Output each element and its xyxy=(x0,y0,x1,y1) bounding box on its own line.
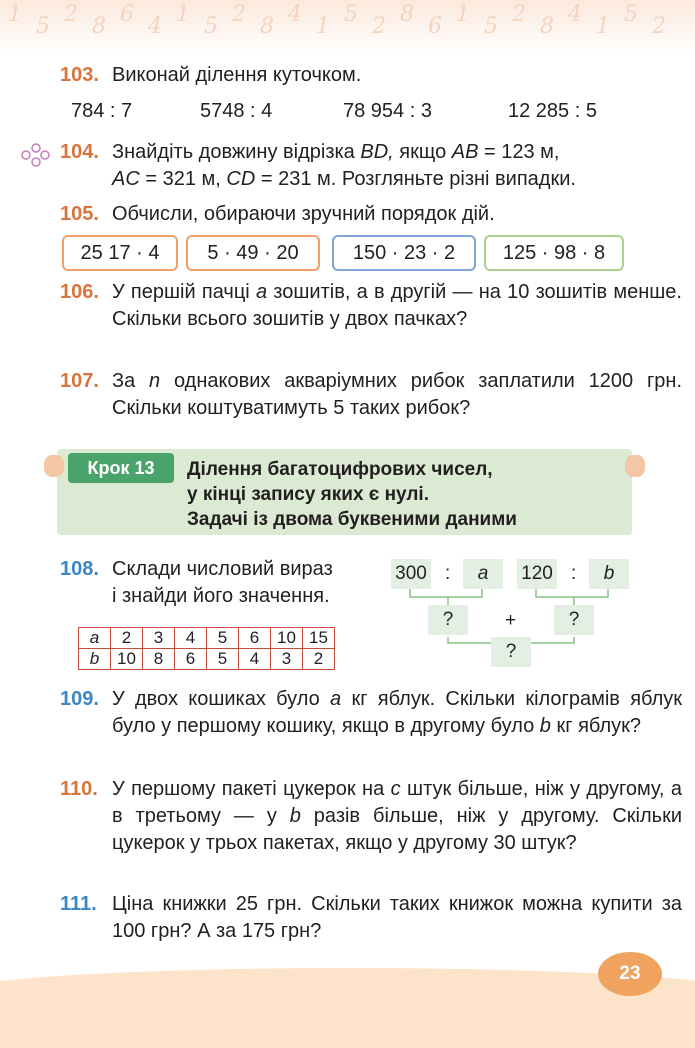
task-text: За n однакових акваріумних рибок заплатили 1200 грн. Скільки коштуватимуть 5 таких рибок? xyxy=(112,370,682,419)
table-cell: 5 xyxy=(207,649,239,670)
task-number: 103. xyxy=(60,64,99,86)
task-number: 108. xyxy=(60,558,99,580)
task-text: У першій пачці a зошитів, а в другій — на 10 зошитів менше. Скільки всього зошитів у двох пачках? xyxy=(112,281,682,330)
division-expression: 12 285 : 5 xyxy=(508,100,597,122)
decorative-digit: 2 xyxy=(372,14,386,39)
task-106 xyxy=(60,279,682,333)
decorative-digit: 1 xyxy=(176,2,190,27)
decorative-digit: 4 xyxy=(288,2,302,27)
decorative-digit: 2 xyxy=(232,2,246,27)
table-cell: 4 xyxy=(175,628,207,649)
task-number: 105. xyxy=(60,203,99,225)
decorative-digit: 8 xyxy=(540,14,554,39)
division-expression: 5748 : 4 xyxy=(200,100,273,122)
decorative-digit: 2 xyxy=(512,2,526,27)
decorative-digit: 8 xyxy=(260,14,274,39)
diagram-box: b xyxy=(589,559,629,589)
division-expression: 78 954 : 3 xyxy=(343,100,432,122)
table-cell: 5 xyxy=(207,628,239,649)
decorative-digit: 6 xyxy=(428,14,442,39)
task-number: 104. xyxy=(60,141,99,163)
task-number: 106. xyxy=(60,281,99,303)
task-number: 111. xyxy=(60,893,97,915)
decorative-digit: 5 xyxy=(36,14,50,39)
table-cell: 6 xyxy=(175,649,207,670)
table-row xyxy=(79,628,335,649)
decorative-digit: 8 xyxy=(92,14,106,39)
task-107 xyxy=(60,368,682,422)
decorative-digit: 2 xyxy=(652,14,666,39)
bottom-decoration xyxy=(0,968,695,1048)
task-text: Обчисли, обираючи зручний порядок дій. xyxy=(112,203,495,225)
decorative-digit: 1 xyxy=(596,14,610,39)
values-table xyxy=(78,627,335,670)
table-cell: 2 xyxy=(303,649,335,670)
task-text: Знайдіть довжину відрізка BD, якщо AB = 123 м, AC = 321 м, CD = 231 м. Розгляньте різні випадки. xyxy=(112,141,576,190)
table-cell: 2 xyxy=(111,628,143,649)
table-row xyxy=(79,649,335,670)
task-111 xyxy=(60,891,682,945)
expression-box: 125 · 98 · 8 xyxy=(484,235,624,271)
table-header-cell: b xyxy=(79,649,111,670)
expression-box: 150 · 23 · 2 xyxy=(332,235,476,271)
decorative-digit: 6 xyxy=(120,2,134,27)
task-number: 107. xyxy=(60,370,99,392)
decorative-digit: 5 xyxy=(484,14,498,39)
table-cell: 10 xyxy=(111,649,143,670)
task-text: Виконай ділення куточком. xyxy=(112,64,362,86)
diagram-box: a xyxy=(463,559,503,589)
decorative-digit: 5 xyxy=(624,2,638,27)
decorative-digit: 8 xyxy=(400,2,414,27)
table-cell: 6 xyxy=(239,628,271,649)
decorative-digit: 2 xyxy=(64,2,78,27)
decorative-digit: 1 xyxy=(456,2,470,27)
step-label: Крок 13 xyxy=(68,453,174,483)
table-cell: 10 xyxy=(271,628,303,649)
table-cell: 3 xyxy=(143,628,175,649)
decorative-digit: 1 xyxy=(316,14,330,39)
task-105 xyxy=(60,201,682,228)
task-text: Ціна книжки 25 грн. Скільки таких книжок можна купити за 100 грн? А за 175 грн? xyxy=(112,893,682,942)
diagram-box: 120 xyxy=(517,559,557,589)
decorative-digit: 4 xyxy=(148,14,162,39)
table-cell: 4 xyxy=(239,649,271,670)
step-title: Ділення багатоцифрових чисел, у кінці запису яких є нулі. Задачі із двома буквеними даними xyxy=(187,459,517,530)
diagram-operator: : xyxy=(571,563,577,584)
table-header-cell: a xyxy=(79,628,111,649)
decorative-digit: 4 xyxy=(568,2,582,27)
task-text: У двох кошиках було a кг яблук. Скільки кілограмів яблук було у першому кошику, якщо в другому було b кг яблук? xyxy=(112,688,683,737)
task-103 xyxy=(60,62,682,89)
pointing-hand-icon xyxy=(44,455,64,477)
diagram-operator: + xyxy=(505,610,517,631)
task-109 xyxy=(60,686,682,740)
task-number: 110. xyxy=(60,778,98,800)
table-cell: 3 xyxy=(271,649,303,670)
diagram-operator: : xyxy=(445,563,451,584)
pointing-hand-icon xyxy=(625,455,645,477)
group-work-icon xyxy=(20,143,50,172)
task-110 xyxy=(60,776,682,857)
table-cell: 15 xyxy=(303,628,335,649)
task-number: 109. xyxy=(60,688,99,710)
diagram-box: 300 xyxy=(391,559,431,589)
task-104 xyxy=(60,139,682,193)
task-text: Склади числовий вираз і знайди його значення. xyxy=(112,558,333,607)
table-cell: 8 xyxy=(143,649,175,670)
decorative-digit: 1 xyxy=(8,2,22,27)
expression-box: 5 · 49 · 20 xyxy=(186,235,320,271)
decorative-digit: 5 xyxy=(344,2,358,27)
task-text: У першому пакеті цукерок на c штук більше, ніж у другому, а в третьому — у b разів більше, ніж у другому. Скільки цукерок у трьох пакетах, якщо у другому 30 штук? xyxy=(112,778,682,854)
task-108 xyxy=(60,556,382,610)
division-expression: 784 : 7 xyxy=(71,100,133,122)
diagram-box: ? xyxy=(554,605,594,635)
decorative-digit-band xyxy=(0,0,695,55)
diagram-box: ? xyxy=(428,605,468,635)
diagram-box: ? xyxy=(491,637,531,667)
page-number: 23 xyxy=(598,952,662,996)
decorative-digit: 5 xyxy=(204,14,218,39)
expression-box: 25 17 · 4 xyxy=(62,235,178,271)
